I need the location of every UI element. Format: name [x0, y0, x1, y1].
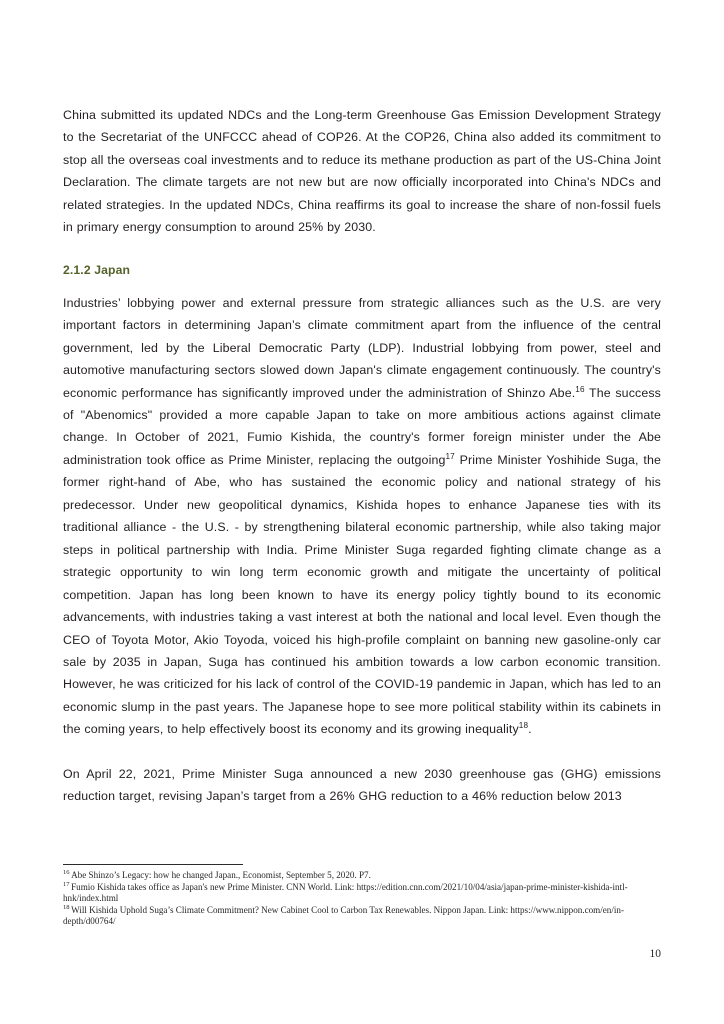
footnote-text: Will Kishida Uphold Suga’s Climate Commitment? New Cabinet Cool to Carbon Tax Renewables. Nippon Japan. Link: https://www.nippon.com/en/in-depth/d00764/	[63, 904, 624, 927]
paragraph-japan-ghg-text: On April 22, 2021, Prime Minister Suga announced a new 2030 greenhouse gas (GHG) emissions reduction target, revising Japan’s target from a 26% GHG reduction to a 46% reduction below 2013	[63, 766, 661, 804]
paragraph-japan-part-a: Industries’ lobbying power and external pressure from strategic alliances such as the U.S. are very important factors in determining Japan’s climate commitment apart from the influence of the central government, led by the Liberal Democratic Party (LDP). Industrial lobbying from power, steel and automotive manufacturing sectors slowed down Japan's climate engagement continuously. The country's economic performance has significantly improved under the administration of Shinzo Abe.	[63, 295, 661, 400]
paragraph-japan-part-c: Prime Minister Yoshihide Suga, the former right-hand of Abe, who has sustained the economic policy and national strategy of his predecessor. Under new geopolitical dynamics, Kishida hopes to enhance Japanese ties with its traditional alliance - the U.S. - by strengthening bilateral economic partnership, while also taking major steps in political partnership with India. Prime Minister Suga regarded fighting climate change as a strategic opportunity to win long term economic growth and mitigate the uncertainty of political competition. Japan has long been known to have its energy policy tightly bound to its economic advancements, with industries taking a vast interest at both the national and local level. Even though the CEO of Toyota Motor, Akio Toyoda, voiced his high-profile complaint on banning new gasoline-only car sale by 2035 in Japan, Suga has continued his ambition towards a low carbon economic transition. However, he was criticized for his lack of control of the COVID-19 pandemic in Japan, which has led to an economic slump in the past years. The Japanese hope to see more political stability within its cabinets in the coming years, to help effectively boost its economy and its growing inequality	[63, 452, 661, 737]
footnote-separator-rule	[63, 864, 243, 865]
footnote-marker: 18	[63, 903, 70, 911]
footnote-item	[63, 882, 661, 905]
footnote-marker: 17	[63, 880, 70, 888]
footnote-item	[63, 905, 661, 928]
section-heading-japan: 2.1.2 Japan	[63, 262, 131, 277]
paragraph-japan-ghg-target	[63, 763, 661, 808]
footnote-marker: 16	[63, 868, 70, 876]
spacer-before-heading	[63, 239, 661, 261]
spacer-between-paragraphs	[63, 741, 661, 763]
footnote-ref-18[interactable]: 18	[518, 721, 529, 731]
page-number: 10	[649, 948, 661, 960]
footnote-text: Abe Shinzo’s Legacy: how he changed Japan., Economist, September 5, 2020. P7.	[71, 870, 371, 880]
spacer-after-heading	[63, 279, 661, 292]
paragraph-china-ndc	[63, 104, 661, 239]
paragraph-japan-politics	[63, 292, 661, 741]
paragraph-japan-part-d: .	[528, 722, 532, 737]
footnote-section	[63, 864, 661, 928]
footnote-text: Fumio Kishida takes office as Japan's new Prime Minister. CNN World. Link: https://edition.cnn.com/2021/10/04/asia/japan-prime-minister-kishida-intl-hnk/index.html	[63, 881, 628, 904]
page-body-content	[63, 104, 661, 808]
paragraph-japan-part-b: The success of "Abenomics" provided a more capable Japan to take on more ambitious actions against climate change. In October of 2021, Fumio Kishida, the country's former foreign minister under the Abe administration took office as Prime Minister, replacing the outgoing	[63, 385, 661, 467]
footnote-ref-17[interactable]: 17	[445, 451, 455, 461]
footnote-item	[63, 870, 661, 882]
paragraph-china-ndc-text: China submitted its updated NDCs and the Long-term Greenhouse Gas Emission Development Strategy to the Secretariat of the UNFCCC ahead of COP26. At the COP26, China also added its commitment to stop all the overseas coal investments and to reduce its methane production as part of the US-China Joint Declaration. The climate targets are not new but are now officially incorporated into China's NDCs and related strategies. In the updated NDCs, China reaffirms its goal to increase the share of non-fossil fuels in primary energy consumption to around 25% by 2030.	[63, 108, 661, 235]
footnote-ref-16[interactable]: 16	[575, 384, 585, 394]
